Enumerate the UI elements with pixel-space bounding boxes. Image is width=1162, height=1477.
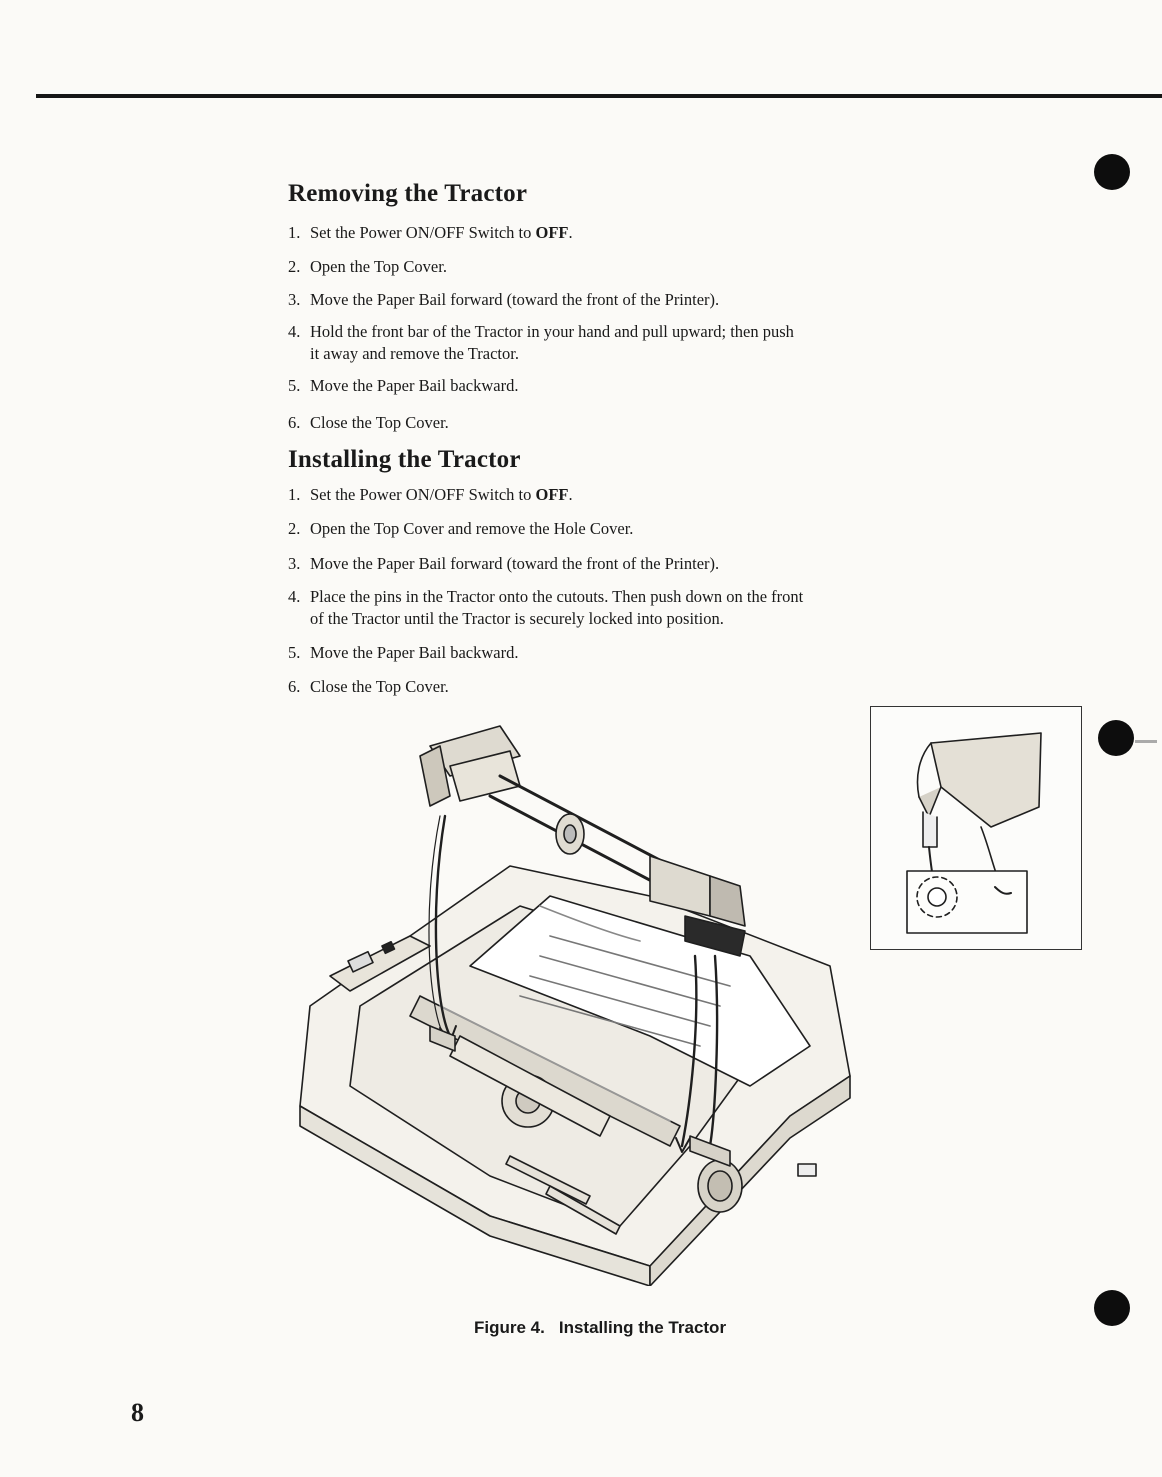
list-item: 2. Open the Top Cover. (288, 257, 447, 276)
list-item: 2. Open the Top Cover and remove the Hole Cover. (288, 519, 634, 538)
binder-hole-icon (1094, 154, 1130, 190)
list-item: 6. Close the Top Cover. (288, 413, 449, 432)
figure-caption (474, 1318, 726, 1338)
list-item: 1. Set the Power ON/OFF Switch to OFF. (288, 223, 573, 242)
figure-label: Figure 4. (474, 1318, 545, 1337)
binder-hole-icon (1094, 1290, 1130, 1326)
printer-tractor-illustration (290, 706, 880, 1286)
list-item: 6. Close the Top Cover. (288, 677, 449, 696)
binder-hole-icon (1098, 720, 1134, 756)
figure-title: Installing the Tractor (558, 1318, 727, 1337)
top-rule (36, 94, 1162, 98)
section-heading-removing: Removing the Tractor (288, 180, 528, 207)
list-item: 3. Move the Paper Bail forward (toward the front of the Printer). (288, 290, 720, 309)
list-item: 4. Hold the front bar of the Tractor in your hand and pull upward; then push it away and remove the Tractor. (288, 322, 794, 363)
scan-mark (1135, 740, 1157, 743)
list-item: 3. Move the Paper Bail forward (toward the front of the Printer). (288, 554, 720, 573)
list-item: 4. Place the pins in the Tractor onto the cutouts. Then push down on the front of the Tractor until the Tractor is securely locked into position. (288, 587, 804, 628)
tractor-pin-detail-inset (870, 706, 1082, 950)
list-item: 1. Set the Power ON/OFF Switch to OFF. (288, 485, 573, 504)
section-heading-installing: Installing the Tractor (288, 446, 521, 473)
list-item: 5. Move the Paper Bail backward. (288, 376, 519, 395)
list-item: 5. Move the Paper Bail backward. (288, 643, 519, 662)
page-number: 8 (131, 1398, 144, 1427)
